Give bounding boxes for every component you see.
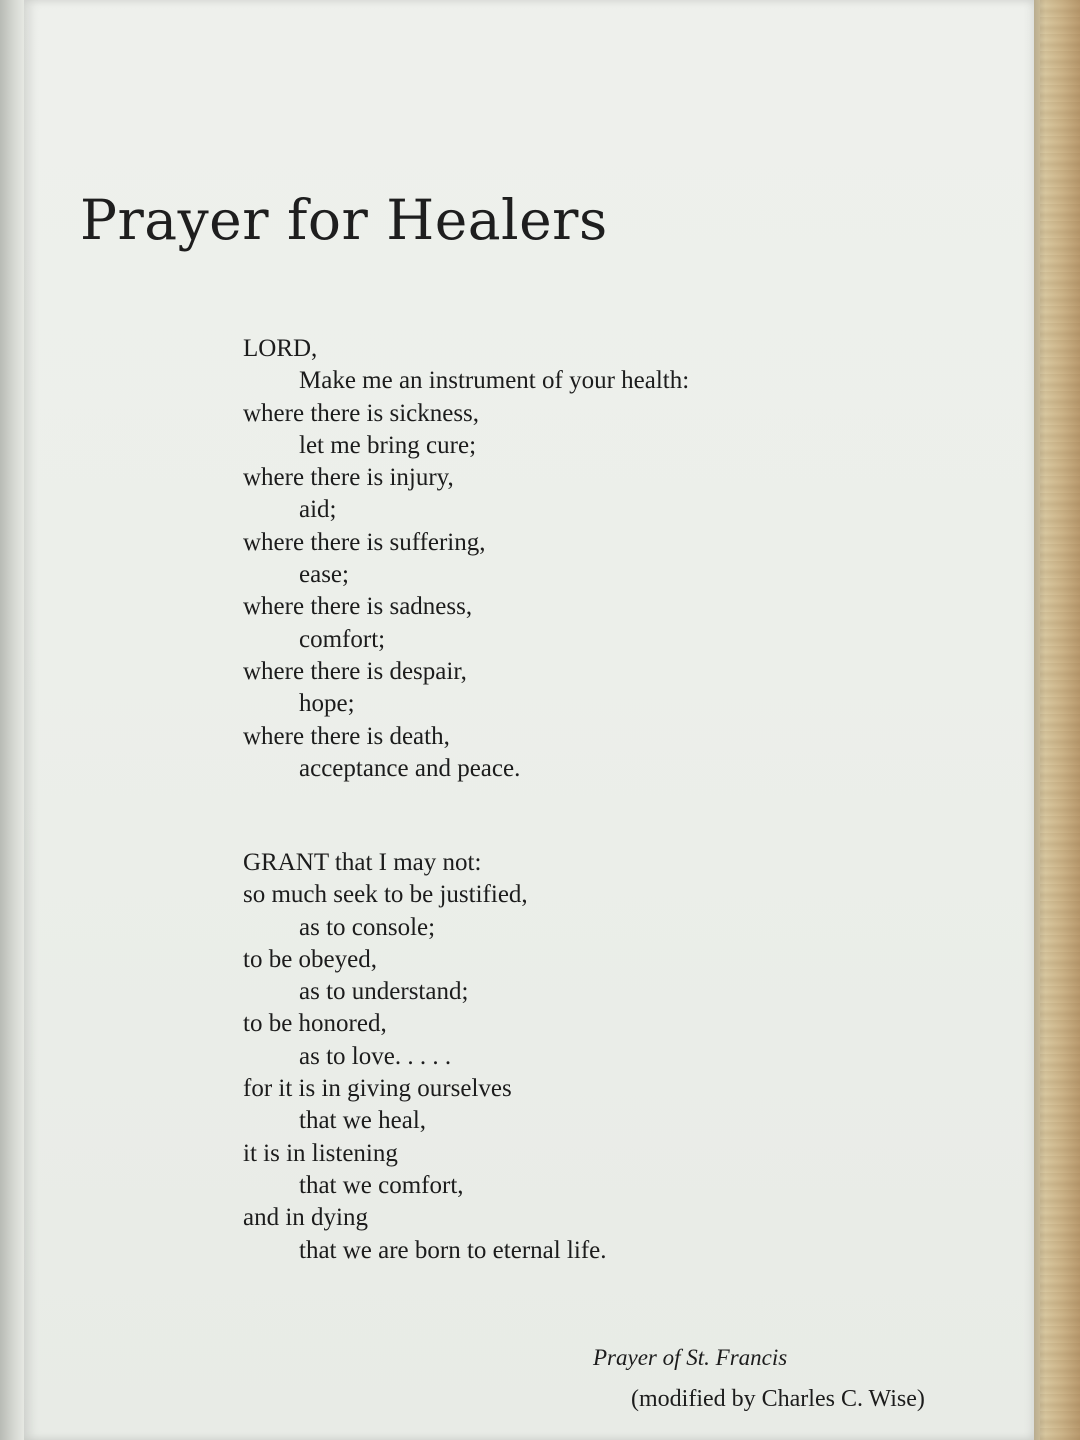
poem-line: that we heal, <box>299 1107 427 1135</box>
stanza-grant <box>243 847 607 1267</box>
poem-line: hope; <box>299 690 355 718</box>
poem-line: let me bring cure; <box>299 431 477 459</box>
attribution-credit: (modified by Charles C. Wise) <box>631 1386 925 1412</box>
stanza-lord <box>243 333 689 785</box>
poem-line: Make me an instrument of your health: <box>299 367 690 395</box>
poem-line: for it is in giving ourselves <box>243 1075 512 1103</box>
poem-line: where there is sadness, <box>243 593 473 621</box>
previous-page-edge <box>0 0 24 1440</box>
poem-line: acceptance and peace. <box>299 754 521 782</box>
poem-line: LORD, <box>243 335 318 362</box>
poem-line: to be obeyed, <box>243 945 377 973</box>
poem-line: so much seek to be justified, <box>243 881 528 909</box>
poem-line: to be honored, <box>243 1010 387 1038</box>
poem-line: where there is sickness, <box>243 399 480 427</box>
poem-line: where there is suffering, <box>243 528 486 556</box>
poem-line: that we comfort, <box>299 1171 464 1199</box>
attribution-source: Prayer of St. Francis <box>593 1345 788 1370</box>
poem-line: where there is despair, <box>243 657 467 685</box>
poem-line: aid; <box>299 496 337 524</box>
poem-line: as to love. . . . . <box>299 1042 452 1070</box>
poem-line: ease; <box>299 561 349 589</box>
poem-line: GRANT that I may not: <box>243 849 482 876</box>
poem-line: as to console; <box>299 913 436 941</box>
page-title: Prayer for Healers <box>80 188 608 252</box>
poem-line: where there is injury, <box>243 464 454 492</box>
wood-grain-texture <box>1040 0 1080 1440</box>
poem-line: it is in listening <box>243 1139 398 1167</box>
poem-line: as to understand; <box>299 978 469 1006</box>
poem-line: comfort; <box>299 625 386 653</box>
poem-line: where there is death, <box>243 722 450 750</box>
poem-line: that we are born to eternal life. <box>299 1236 607 1264</box>
poem-line: and in dying <box>243 1204 368 1232</box>
